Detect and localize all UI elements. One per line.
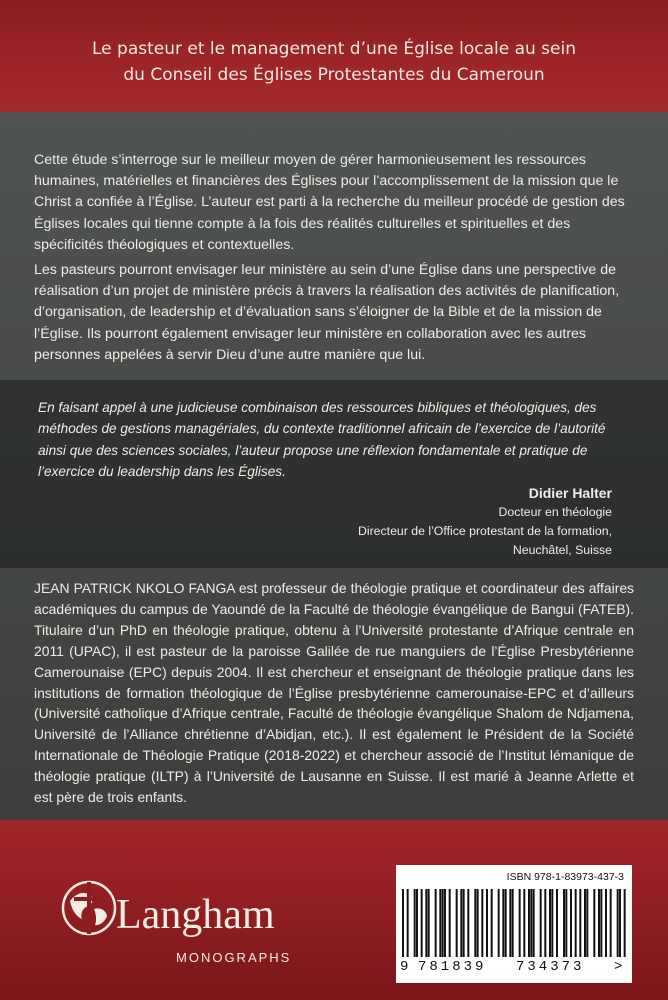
book-title xyxy=(40,36,628,88)
endorser-role-1: Docteur en théologie xyxy=(498,505,612,519)
isbn-barcode xyxy=(396,865,632,983)
barcode-digit-arrow: > xyxy=(614,959,623,975)
author-bio: JEAN PATRICK NKOLO FANGA est professeur de théologie pratique et coordinateur des affaires académiques du campus de Yaoundé de la Faculté de théologie évangélique de Bangui (FATEB). Titulaire d’un PhD en théologie pratique, obtenu à l’Université protestante d’Afrique centrale en 2011 (UPAC), il est pasteur de la paroisse Galilée de rue manguiers de l’Église Presbytérienne Camerounaise (EPC) depuis 2004. Il est chercheur et enseignant de théologie pratique dans les institutions de formation théologique de l’Église presbytérienne camerounaise-EPC et d’ailleurs (Université catholique d’Afrique centrale, Faculté de théologie évangélique Shalom de Ndjamena, Université de l’Alliance chrétienne d’Abidjan, etc.). Il est également le Président de la Société Internationale de Théologie Pratique (2018-2022) et chercheur associé de l’Institut lémanique de théologie pratique (ILTP) à l’Université de Lausanne en Suisse. Il est marié à Jeanne Arlette et est père de trois enfants. xyxy=(34,580,635,806)
book-title-line-1: Le pasteur et le management d’une Église locale au sein xyxy=(92,39,576,59)
endorser-role-3: Neuchâtel, Suisse xyxy=(512,543,612,557)
endorser-block xyxy=(358,483,612,560)
summary-paragraph-1: Cette étude s’interroge sur le meilleur moyen de gérer harmonieusement les ressources humaines, matérielles et financières des Églises pour l’accomplissement de la mission que le Christ a confiée à l’Église. L’auteur est parti à la recherche du meilleur procédé de gestion des Églises locales qui tienne compte à la fois des réalités culturelles et spirituelles et des spécificités théologiques et contextuelles. xyxy=(34,152,625,253)
summary-paragraph-2: Les pasteurs pourront envisager leur ministère au sein d’une Église dans une perspective de réalisation d’un projet de ministère précis à travers la réalisation des activités de planification, d’organisation, de leadership et d’évaluation sans s’éloigner de la Bible et de la mission de l’Église. Ils pourront également envisager leur ministère en collaboration avec les autres personnes appelées à servir Dieu d’une autre manière que lui. xyxy=(34,262,620,363)
endorser-role-2: Directeur de l’Office protestant de la formation, xyxy=(357,524,612,538)
barcode-digit-group-1: 781839 xyxy=(418,959,487,975)
publisher-name: Langham xyxy=(116,892,275,938)
endorsement-quote: En faisant appel à une judicieuse combinaison des ressources bibliques et théologiques, des méthodes de gestions managériales, du contexte traditionnel africain de l’exercice de l’autorité ainsi que des sciences sociales, l’auteur propose une réflexion fondamentale et pratique de l’exercice du leadership dans les Églises. xyxy=(38,400,606,480)
endorser-name: Didier Halter xyxy=(528,485,612,501)
barcode-digit-lead: 9 xyxy=(400,959,409,975)
barcode-bars xyxy=(402,889,626,957)
barcode-digit-group-2: 734373 xyxy=(516,959,585,975)
globe-cross-emblem-icon xyxy=(60,879,118,937)
isbn-label: ISBN 978-1-83973-437-3 xyxy=(506,871,624,883)
book-title-line-2: du Conseil des Églises Protestantes du Cameroun xyxy=(123,65,545,85)
publisher-tagline: MONOGRAPHS xyxy=(176,950,292,965)
